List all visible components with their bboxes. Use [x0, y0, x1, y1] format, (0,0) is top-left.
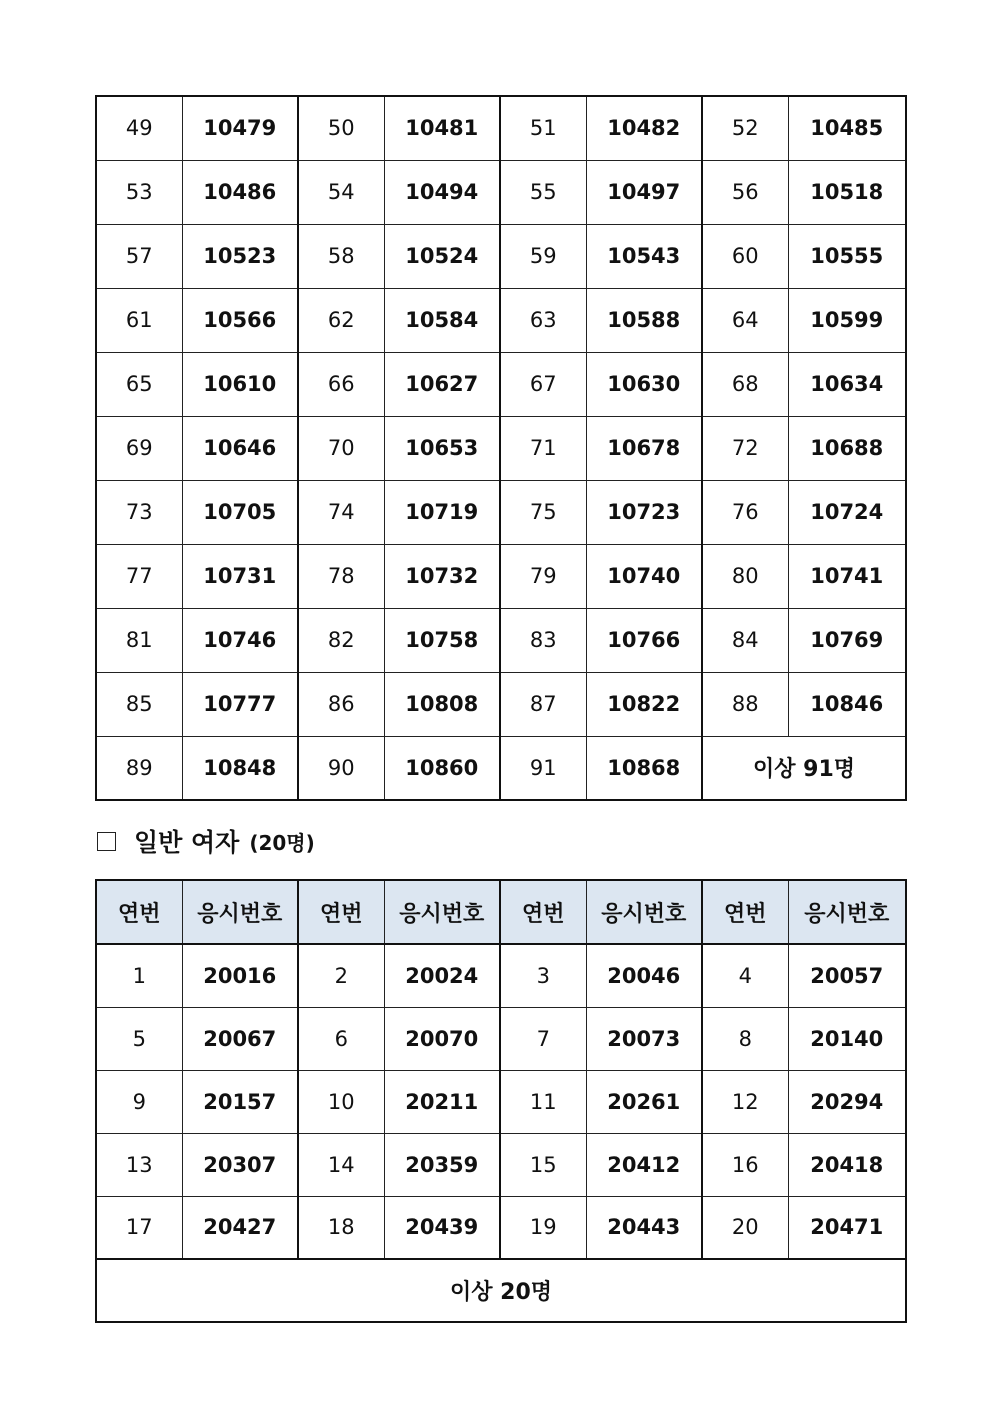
seq-number-cell: 57	[96, 224, 182, 288]
seq-number-cell: 6	[298, 1007, 384, 1070]
exam-number-cell: 10740	[586, 544, 702, 608]
exam-number-cell: 10653	[384, 416, 500, 480]
column-header-id: 응시번호	[182, 880, 298, 944]
table-row	[96, 1070, 906, 1133]
seq-number-cell: 61	[96, 288, 182, 352]
exam-number-cell: 20211	[384, 1070, 500, 1133]
exam-number-cell: 10518	[788, 160, 906, 224]
column-header-id: 응시번호	[788, 880, 906, 944]
seq-number-cell: 5	[96, 1007, 182, 1070]
exam-number-cell: 10731	[182, 544, 298, 608]
seq-number-cell: 86	[298, 672, 384, 736]
exam-number-cell: 10543	[586, 224, 702, 288]
seq-number-cell: 67	[500, 352, 586, 416]
exam-number-cell: 20359	[384, 1133, 500, 1196]
seq-number-cell: 78	[298, 544, 384, 608]
exam-number-cell: 20057	[788, 944, 906, 1007]
exam-number-cell: 10630	[586, 352, 702, 416]
seq-number-cell: 2	[298, 944, 384, 1007]
table-row	[96, 160, 906, 224]
exam-number-cell: 20046	[586, 944, 702, 1007]
seq-number-cell: 19	[500, 1196, 586, 1259]
seq-number-cell: 4	[702, 944, 788, 1007]
seq-number-cell: 17	[96, 1196, 182, 1259]
seq-number-cell: 49	[96, 96, 182, 160]
exam-number-cell: 10555	[788, 224, 906, 288]
seq-number-cell: 83	[500, 608, 586, 672]
exam-number-cell: 10482	[586, 96, 702, 160]
exam-number-cell: 20418	[788, 1133, 906, 1196]
exam-number-cell: 10627	[384, 352, 500, 416]
exam-number-cell: 10758	[384, 608, 500, 672]
exam-number-cell: 10486	[182, 160, 298, 224]
seq-number-cell: 90	[298, 736, 384, 800]
column-header-id: 응시번호	[586, 880, 702, 944]
table-row	[96, 352, 906, 416]
seq-number-cell: 81	[96, 608, 182, 672]
seq-number-cell: 91	[500, 736, 586, 800]
seq-number-cell: 65	[96, 352, 182, 416]
seq-number-cell: 82	[298, 608, 384, 672]
seq-number-cell: 77	[96, 544, 182, 608]
exam-number-cell: 10769	[788, 608, 906, 672]
seq-number-cell: 60	[702, 224, 788, 288]
exam-number-cell: 20427	[182, 1196, 298, 1259]
table-row	[96, 944, 906, 1007]
exam-number-cell: 20307	[182, 1133, 298, 1196]
exam-number-cell: 10860	[384, 736, 500, 800]
exam-number-cell: 10766	[586, 608, 702, 672]
column-header-seq: 연번	[298, 880, 384, 944]
section-title: 일반 여자	[134, 828, 240, 857]
exam-number-cell: 20157	[182, 1070, 298, 1133]
exam-number-cell: 10719	[384, 480, 500, 544]
exam-number-cell: 20439	[384, 1196, 500, 1259]
exam-number-cell: 10497	[586, 160, 702, 224]
section-count: (20명)	[249, 830, 315, 855]
table-row	[96, 224, 906, 288]
seq-number-cell: 7	[500, 1007, 586, 1070]
exam-number-cell: 10494	[384, 160, 500, 224]
seq-number-cell: 79	[500, 544, 586, 608]
exam-number-cell: 10822	[586, 672, 702, 736]
exam-number-cell: 20016	[182, 944, 298, 1007]
exam-number-cell: 10848	[182, 736, 298, 800]
seq-number-cell: 63	[500, 288, 586, 352]
seq-number-cell: 20	[702, 1196, 788, 1259]
seq-number-cell: 76	[702, 480, 788, 544]
exam-number-cell: 10646	[182, 416, 298, 480]
exam-number-cell: 10523	[182, 224, 298, 288]
exam-number-cell: 20067	[182, 1007, 298, 1070]
seq-number-cell: 56	[702, 160, 788, 224]
exam-number-cell: 20073	[586, 1007, 702, 1070]
table-row	[96, 672, 906, 736]
seq-number-cell: 12	[702, 1070, 788, 1133]
exam-number-cell: 10485	[788, 96, 906, 160]
exam-number-cell: 20140	[788, 1007, 906, 1070]
exam-number-cell: 20261	[586, 1070, 702, 1133]
seq-number-cell: 53	[96, 160, 182, 224]
column-header-seq: 연번	[500, 880, 586, 944]
seq-number-cell: 10	[298, 1070, 384, 1133]
seq-number-cell: 15	[500, 1133, 586, 1196]
exam-number-cell: 10777	[182, 672, 298, 736]
table-row	[96, 288, 906, 352]
exam-number-cell: 10846	[788, 672, 906, 736]
exam-number-cell: 20443	[586, 1196, 702, 1259]
checkbox-square-icon	[97, 832, 116, 851]
table-row	[96, 736, 906, 800]
exam-number-cell: 10688	[788, 416, 906, 480]
table-row	[96, 1196, 906, 1259]
exam-number-cell: 10584	[384, 288, 500, 352]
column-header-seq: 연번	[96, 880, 182, 944]
seq-number-cell: 85	[96, 672, 182, 736]
seq-number-cell: 3	[500, 944, 586, 1007]
exam-number-cell: 20070	[384, 1007, 500, 1070]
seq-number-cell: 70	[298, 416, 384, 480]
exam-number-cell: 10634	[788, 352, 906, 416]
exam-number-cell: 10678	[586, 416, 702, 480]
table-row	[96, 480, 906, 544]
exam-number-cell: 20412	[586, 1133, 702, 1196]
column-header-id: 응시번호	[384, 880, 500, 944]
exam-number-cell: 10723	[586, 480, 702, 544]
seq-number-cell: 74	[298, 480, 384, 544]
exam-number-cell: 10746	[182, 608, 298, 672]
exam-number-cell: 10732	[384, 544, 500, 608]
seq-number-cell: 75	[500, 480, 586, 544]
seq-number-cell: 13	[96, 1133, 182, 1196]
seq-number-cell: 64	[702, 288, 788, 352]
exam-number-cell: 20024	[384, 944, 500, 1007]
table-row	[96, 608, 906, 672]
seq-number-cell: 55	[500, 160, 586, 224]
seq-number-cell: 58	[298, 224, 384, 288]
seq-number-cell: 59	[500, 224, 586, 288]
table-row	[96, 1259, 906, 1322]
seq-number-cell: 14	[298, 1133, 384, 1196]
exam-number-cell: 10808	[384, 672, 500, 736]
exam-number-cell: 20471	[788, 1196, 906, 1259]
exam-number-cell: 10566	[182, 288, 298, 352]
exam-number-cell: 10481	[384, 96, 500, 160]
total-count-cell: 이상 20명	[96, 1259, 906, 1322]
seq-number-cell: 69	[96, 416, 182, 480]
exam-number-cell: 10741	[788, 544, 906, 608]
column-header-seq: 연번	[702, 880, 788, 944]
exam-number-cell: 10599	[788, 288, 906, 352]
seq-number-cell: 11	[500, 1070, 586, 1133]
seq-number-cell: 51	[500, 96, 586, 160]
seq-number-cell: 84	[702, 608, 788, 672]
total-count-cell: 이상 91명	[702, 736, 906, 800]
seq-number-cell: 89	[96, 736, 182, 800]
table-row	[96, 416, 906, 480]
table-row	[96, 1007, 906, 1070]
exam-number-cell: 10610	[182, 352, 298, 416]
seq-number-cell: 1	[96, 944, 182, 1007]
exam-number-cell: 10479	[182, 96, 298, 160]
table-row	[96, 544, 906, 608]
exam-results-table-male	[95, 95, 907, 801]
exam-results-table-female	[95, 879, 907, 1323]
seq-number-cell: 68	[702, 352, 788, 416]
exam-number-cell: 10524	[384, 224, 500, 288]
seq-number-cell: 88	[702, 672, 788, 736]
seq-number-cell: 80	[702, 544, 788, 608]
seq-number-cell: 50	[298, 96, 384, 160]
exam-number-cell: 10705	[182, 480, 298, 544]
seq-number-cell: 73	[96, 480, 182, 544]
exam-number-cell: 10724	[788, 480, 906, 544]
exam-number-cell: 10868	[586, 736, 702, 800]
section-heading	[97, 823, 315, 859]
seq-number-cell: 71	[500, 416, 586, 480]
seq-number-cell: 62	[298, 288, 384, 352]
exam-number-cell: 10588	[586, 288, 702, 352]
seq-number-cell: 72	[702, 416, 788, 480]
table-row	[96, 96, 906, 160]
seq-number-cell: 52	[702, 96, 788, 160]
seq-number-cell: 18	[298, 1196, 384, 1259]
seq-number-cell: 66	[298, 352, 384, 416]
seq-number-cell: 16	[702, 1133, 788, 1196]
seq-number-cell: 87	[500, 672, 586, 736]
table-header-row	[96, 880, 906, 944]
seq-number-cell: 54	[298, 160, 384, 224]
seq-number-cell: 8	[702, 1007, 788, 1070]
table-row	[96, 1133, 906, 1196]
exam-number-cell: 20294	[788, 1070, 906, 1133]
seq-number-cell: 9	[96, 1070, 182, 1133]
